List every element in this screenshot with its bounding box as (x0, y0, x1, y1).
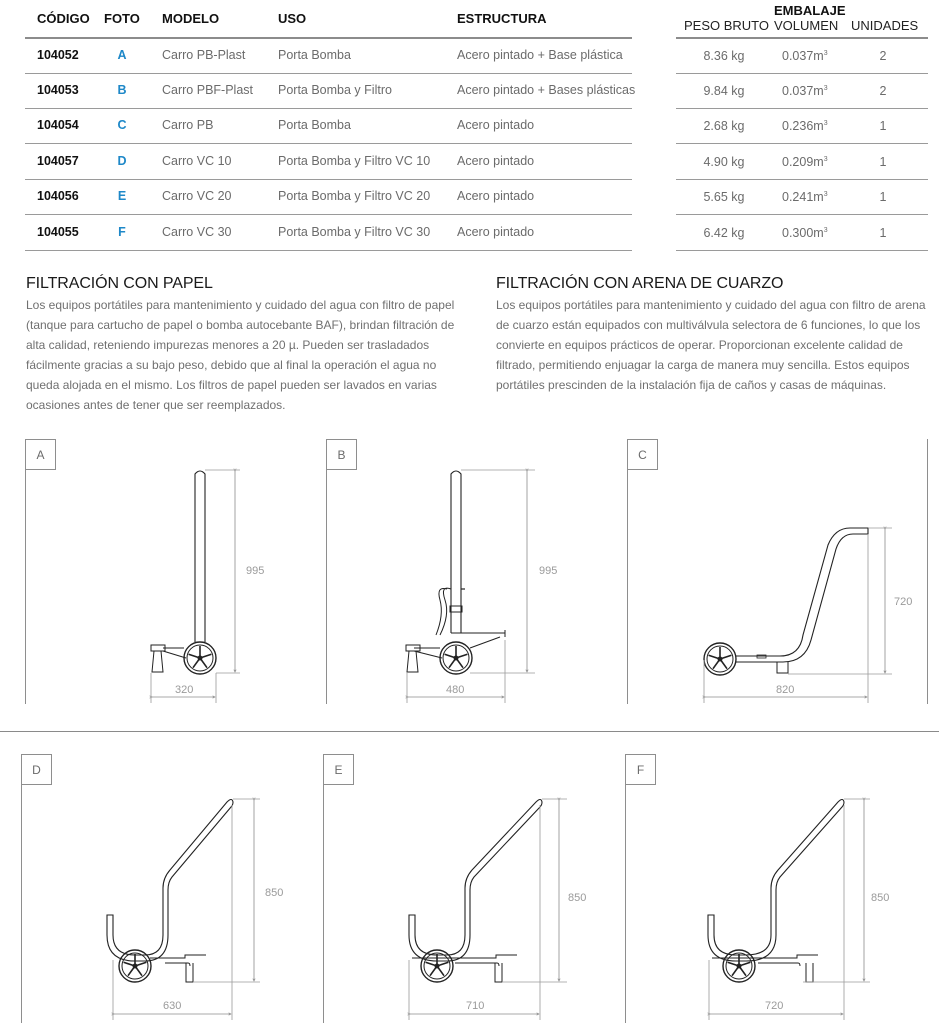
dimension-width-c (704, 534, 868, 703)
dimension-label-a-width: 320 (175, 684, 194, 696)
cell-foto: D (117, 154, 127, 168)
header-codigo: CÓDIGO (37, 11, 90, 26)
section-body-papel: Los equipos portátiles para mantenimiento y cuidado del agua con filtro de papel (tanque para cartucho de papel o bomba autocebante BAF), brindan filtración de alta calidad, reteniendo impurezas menores a 20 µ. Pueden ser trasladados fácilmente gracias a su bajo peso, debido que al final la operación el agua no queda alojada en el mismo. Los filtros de papel pueden ser lavados en varias ocasiones antes de tener que ser reemplazados. (26, 298, 455, 412)
dimension-label-d-height: 850 (265, 887, 284, 899)
dimension-label-b-height: 995 (539, 565, 558, 577)
volumen-unit-superscript: 3 (823, 227, 828, 234)
drawing-c (704, 528, 892, 703)
cell-unidades: 1 (879, 226, 887, 240)
volumen-value: 0.236m (782, 119, 824, 133)
header-foto: FOTO (104, 11, 140, 26)
cell-unidades: 1 (879, 155, 887, 169)
cell-unidades: 1 (879, 190, 887, 204)
header-estructura: ESTRUCTURA (457, 11, 547, 26)
panel-c-label: C (627, 439, 658, 470)
volumen-unit-superscript: 3 (823, 50, 828, 57)
cell-uso: Porta Bomba y Filtro (278, 83, 392, 97)
dimension-width-d (113, 805, 232, 1020)
dimension-label-f-width: 720 (765, 1000, 784, 1012)
header-uso: USO (278, 11, 307, 26)
volumen-value: 0.241m (782, 190, 824, 204)
cell-codigo: 104054 (37, 118, 79, 132)
cell-estructura: Acero pintado (457, 118, 535, 132)
cell-estructura: Acero pintado + Base plástica (457, 48, 623, 62)
volumen-unit-superscript: 3 (823, 156, 828, 163)
panel-b-label: B (326, 439, 357, 470)
cell-codigo: 104056 (37, 189, 79, 203)
cell-codigo: 104053 (37, 83, 79, 97)
drawing-b (406, 470, 535, 703)
cell-modelo: Carro PB-Plast (162, 48, 246, 62)
cell-estructura: Acero pintado (457, 189, 535, 203)
cell-peso-bruto: 4.90 kg (703, 155, 745, 169)
panel-e-label: E (323, 754, 354, 785)
volumen-value: 0.037m (782, 49, 824, 63)
cell-unidades: 2 (879, 49, 887, 63)
cell-codigo: 104052 (37, 48, 79, 62)
drawing-d (107, 799, 260, 1020)
cell-peso-bruto: 8.36 kg (703, 49, 745, 63)
cell-uso: Porta Bomba (278, 118, 351, 132)
cell-peso-bruto: 9.84 kg (703, 84, 745, 98)
dimension-label-b-width: 480 (446, 684, 465, 696)
header-peso-bruto: PESO BRUTO (684, 18, 770, 33)
dimension-label-d-width: 630 (163, 1000, 182, 1012)
panel-f-label: F (625, 754, 656, 785)
volumen-unit-superscript: 3 (823, 191, 828, 198)
cell-uso: Porta Bomba y Filtro VC 20 (278, 189, 431, 203)
volumen-value: 0.209m (782, 155, 824, 169)
cell-peso-bruto: 5.65 kg (703, 190, 745, 204)
dimension-label-e-height: 850 (568, 892, 587, 904)
cell-peso-bruto: 6.42 kg (703, 226, 745, 240)
cell-estructura: Acero pintado + Bases plásticas (457, 83, 636, 97)
cell-foto: A (117, 48, 127, 62)
volumen-unit-superscript: 3 (823, 85, 828, 92)
cell-foto: F (118, 225, 126, 239)
cell-modelo: Carro VC 20 (162, 189, 232, 203)
section-body-arena: Los equipos portátiles para mantenimiento y cuidado del agua con filtro de arena de cuarzo están equipados con multiválvula selectora de 6 funciones, lo que los convierte en equipos prácticos de operar. Proporcionan excelente calidad de filtrado, permitiendo enjuagar la carga de manera muy sencilla. Estos equipos portátiles prescinden de la instalación fija de caños y casas de máquinas. (496, 298, 926, 392)
dimension-width-e (409, 805, 540, 1020)
dimension-height-c (788, 528, 892, 674)
drawing-e (409, 799, 567, 1020)
dimension-label-a-height: 995 (246, 565, 265, 577)
volumen-unit-superscript: 3 (823, 120, 828, 127)
cell-estructura: Acero pintado (457, 225, 535, 239)
dimension-label-f-height: 850 (871, 892, 890, 904)
cell-estructura: Acero pintado (457, 154, 535, 168)
panel-a-label: A (25, 439, 56, 470)
cell-foto: E (117, 189, 127, 203)
dimension-label-e-width: 710 (466, 1000, 485, 1012)
cell-modelo: Carro VC 10 (162, 154, 232, 168)
cell-modelo: Carro PBF-Plast (162, 83, 253, 97)
cell-unidades: 1 (879, 119, 887, 133)
dimension-height-a (205, 470, 240, 673)
panel-d-label: D (21, 754, 52, 785)
header-volumen: VOLUMEN (774, 18, 839, 33)
header-modelo: MODELO (162, 11, 220, 26)
drawing-f (708, 799, 870, 1020)
header-unidades: UNIDADES (851, 18, 919, 33)
cell-codigo: 104057 (37, 154, 79, 168)
cell-peso-bruto: 2.68 kg (703, 119, 745, 133)
cell-uso: Porta Bomba y Filtro VC 30 (278, 225, 431, 239)
section-title-arena: FILTRACIÓN CON ARENA DE CUARZO (496, 275, 784, 292)
section-title-papel: FILTRACIÓN CON PAPEL (26, 275, 213, 292)
header-embalaje: EMBALAJE (774, 3, 846, 18)
volumen-value: 0.037m (782, 84, 824, 98)
cell-foto: B (117, 83, 127, 97)
cell-modelo: Carro PB (162, 118, 214, 132)
dimension-label-c-width: 820 (776, 684, 795, 696)
dimension-label-c-height: 720 (894, 596, 913, 608)
cell-modelo: Carro VC 30 (162, 225, 232, 239)
cell-uso: Porta Bomba (278, 48, 351, 62)
cell-uso: Porta Bomba y Filtro VC 10 (278, 154, 431, 168)
cell-foto: C (117, 118, 127, 132)
volumen-value: 0.300m (782, 226, 824, 240)
drawing-a (151, 470, 240, 703)
cell-codigo: 104055 (37, 225, 79, 239)
dimension-height-b (461, 470, 535, 673)
cell-unidades: 2 (879, 84, 887, 98)
